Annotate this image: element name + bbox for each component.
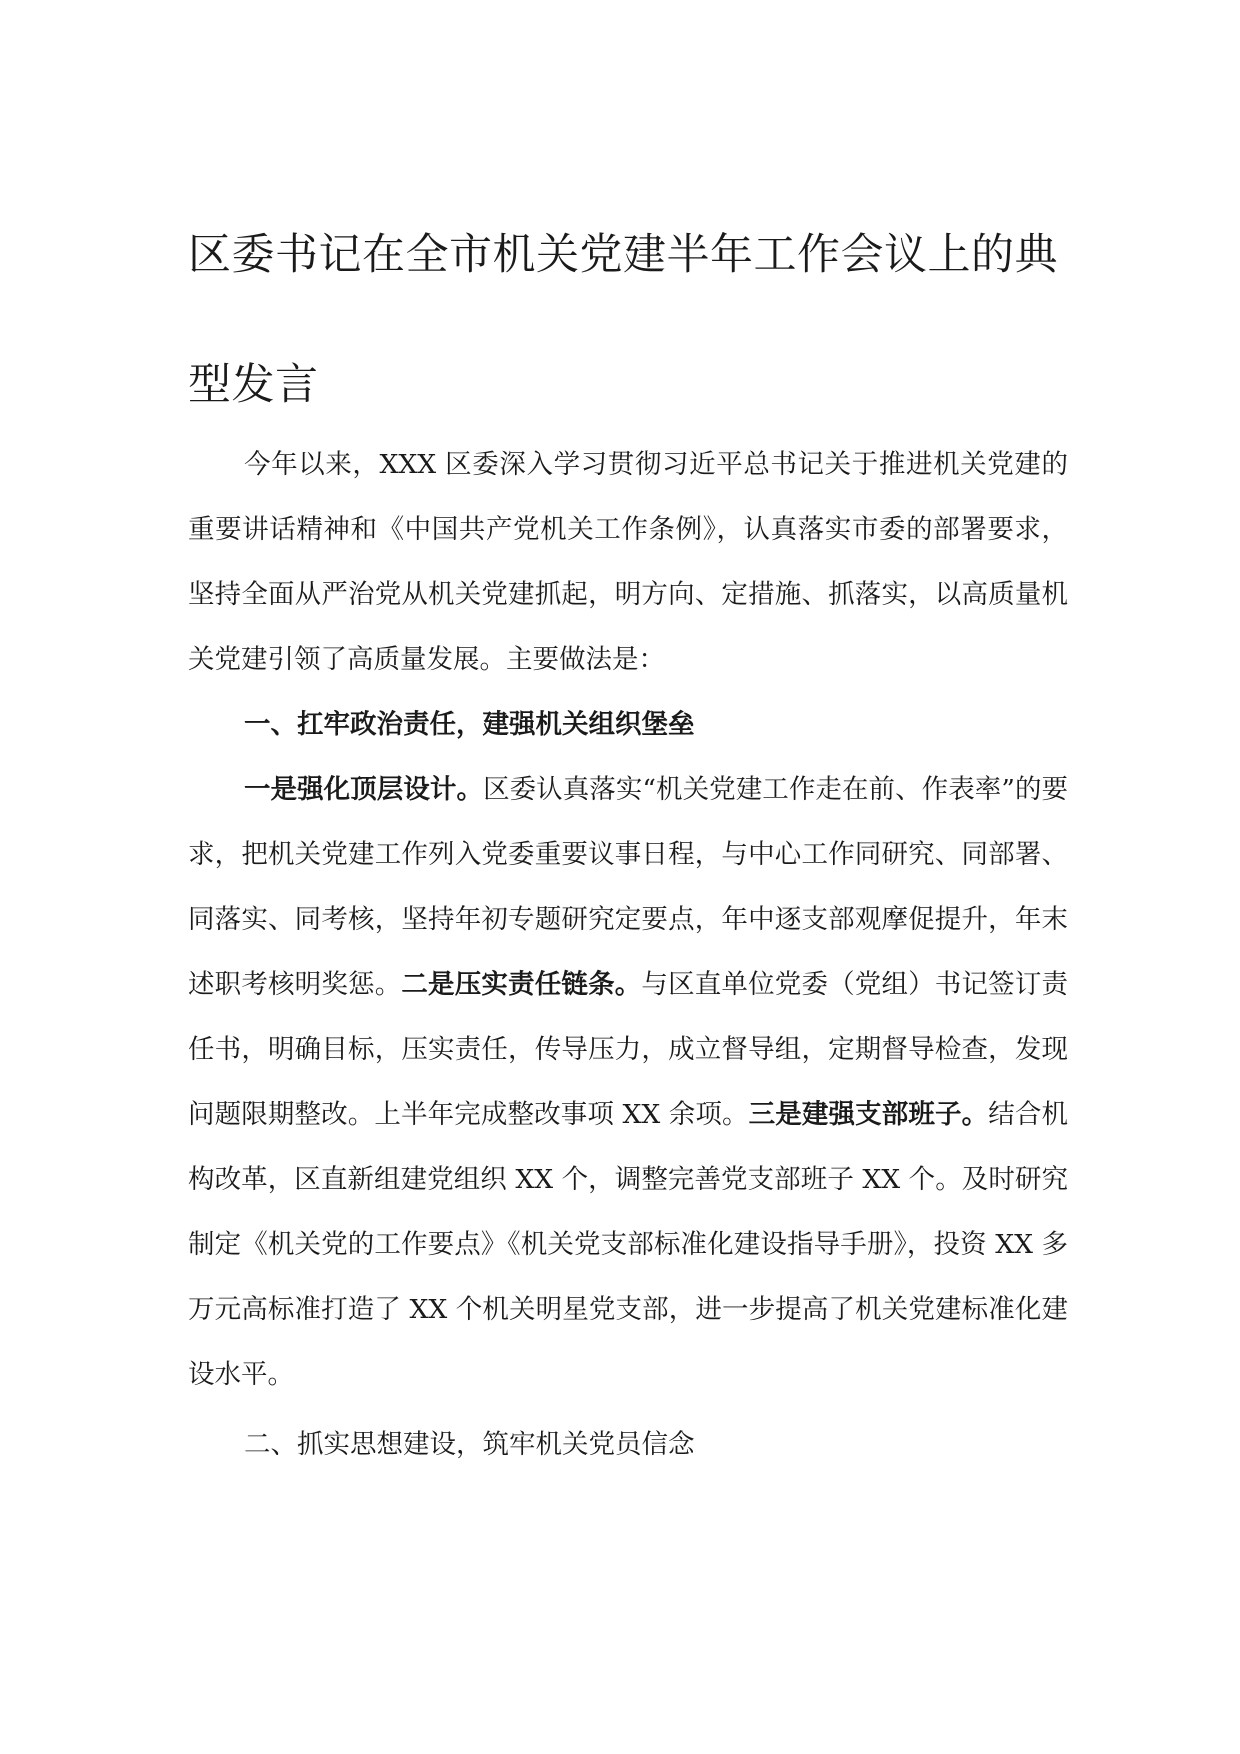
lead-point-2: 二是压实责任链条。: [401, 969, 642, 1000]
section-1-heading: 一、扛牢政治责任，建强机关组织堡垒: [244, 709, 695, 740]
point-1-text: 区委认真落实“机关党建工作走在前、作表率”的要求，把机关党建工作列入党委重要议事日程，与中心工作同研究、同部署、同落实、同考核，坚持年初专题研究定要点，年中逐支部观摩促提升，年末述职考核明奖惩。: [188, 774, 1068, 1000]
intro-paragraph: 今年以来，XXX 区委深入学习贯彻习近平总书记关于推进机关党建的重要讲话精神和《中国共产党机关工作条例》，认真落实市委的部署要求，坚持全面从严治党从机关党建抓起，明方向、定措施、抓落实，以高质量机关党建引领了高质量发展。主要做法是：: [188, 449, 1068, 675]
point-3-text: 结合机构改革，区直新组建党组织 XX 个，调整完善党支部班子 XX 个。及时研究制定《机关党的工作要点》《机关党支部标准化建设指导手册》，投资 XX 多万元高标准打造了 XX 个机关明星党支部，进一步提高了机关党建标准化建设水平。: [188, 1099, 1069, 1390]
document-title: 区委书记在全市机关党建半年工作会议上的典型发言: [188, 230, 1058, 410]
section-1-paragraph: [188, 757, 1068, 1407]
lead-point-1: 一是强化顶层设计。: [244, 774, 484, 805]
lead-point-3: 三是建强支部班子。: [748, 1099, 989, 1130]
point-2-text: 与区直单位党委（党组）书记签订责任书，明确目标，压实责任，传导压力，成立督导组，定期督导检查，发现问题限期整改。上半年完成整改事项 XX 余项。: [188, 969, 1068, 1130]
section-2-heading: 二、抓实思想建设，筑牢机关党员信念: [244, 1429, 695, 1460]
